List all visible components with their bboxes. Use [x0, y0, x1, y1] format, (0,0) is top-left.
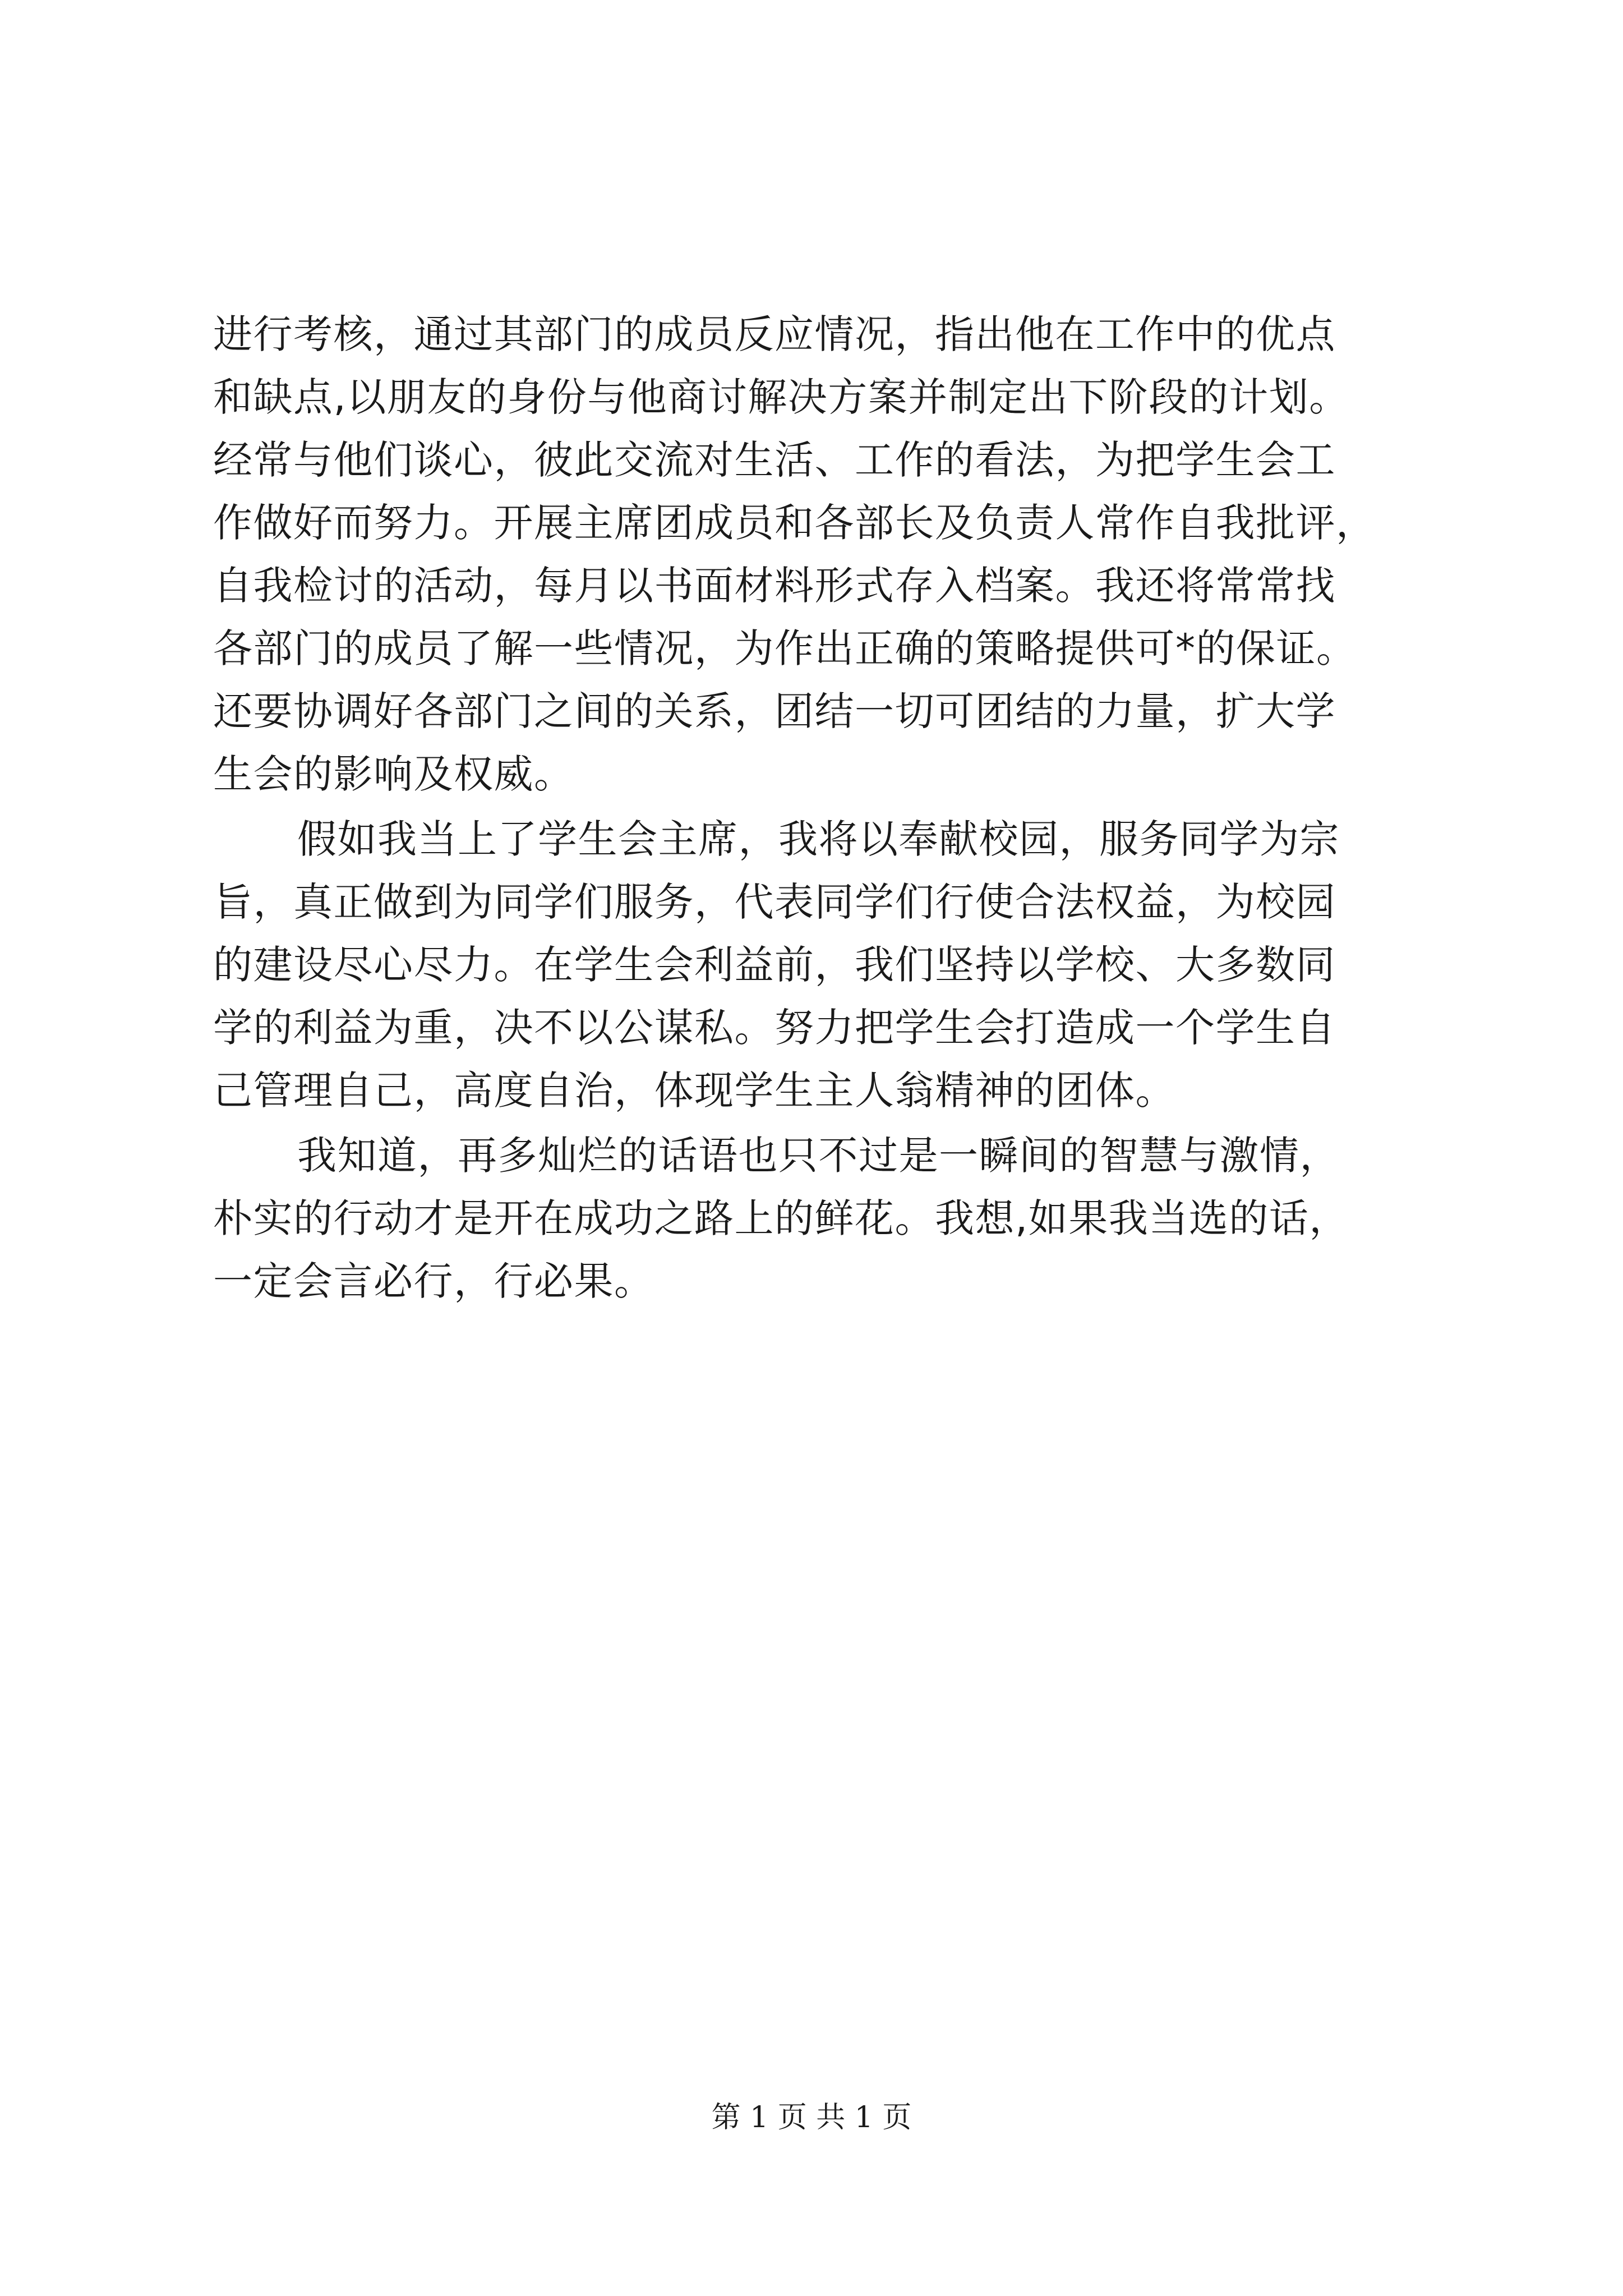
- text-line: 和缺点,以朋友的身份与他商讨解决方案并制定出下阶段的计划。: [213, 374, 1349, 420]
- text-line: 还要协调好各部门之间的关系，团结一切可团结的力量，扩大学: [213, 688, 1336, 734]
- paragraph-first-line: 我知道，再多灿烂的话语也只不过是一瞬间的智慧与激情，: [297, 1133, 1340, 1179]
- paragraph-first-line: 假如我当上了学生会主席，我将以奉献校园，服务同学为宗: [297, 816, 1340, 862]
- text-line: 的建设尽心尽力。在学生会利益前，我们坚持以学校、大多数同: [213, 942, 1336, 988]
- text-line: 旨，真正做到为同学们服务，代表同学们行使合法权益，为校园: [213, 879, 1336, 925]
- text-line: 一定会言必行，行必果。: [213, 1258, 654, 1304]
- page-number-footer: 第 1 页 共 1 页: [711, 2101, 912, 2134]
- text-line: 作做好而努力。开展主席团成员和各部长及负责人常作自我批评，: [213, 500, 1376, 546]
- text-line: 各部门的成员了解一些情况，为作出正确的策略提供可*的保证。: [213, 625, 1357, 671]
- text-line: 学的利益为重，决不以公谋私。努力把学生会打造成一个学生自: [213, 1005, 1336, 1051]
- text-line: 自我检讨的活动，每月以书面材料形式存入档案。我还将常常找: [213, 563, 1336, 609]
- text-line: 朴实的行动才是开在成功之路上的鲜花。我想,如果我当选的话，: [213, 1195, 1349, 1241]
- text-line: 进行考核，通过其部门的成员反应情况，指出他在工作中的优点: [213, 311, 1336, 357]
- text-line: 己管理自己，高度自治，体现学生主人翁精神的团体。: [213, 1068, 1175, 1114]
- text-line: 生会的影响及权威。: [213, 751, 574, 797]
- text-line: 经常与他们谈心，彼此交流对生活、工作的看法，为把学生会工: [213, 437, 1336, 483]
